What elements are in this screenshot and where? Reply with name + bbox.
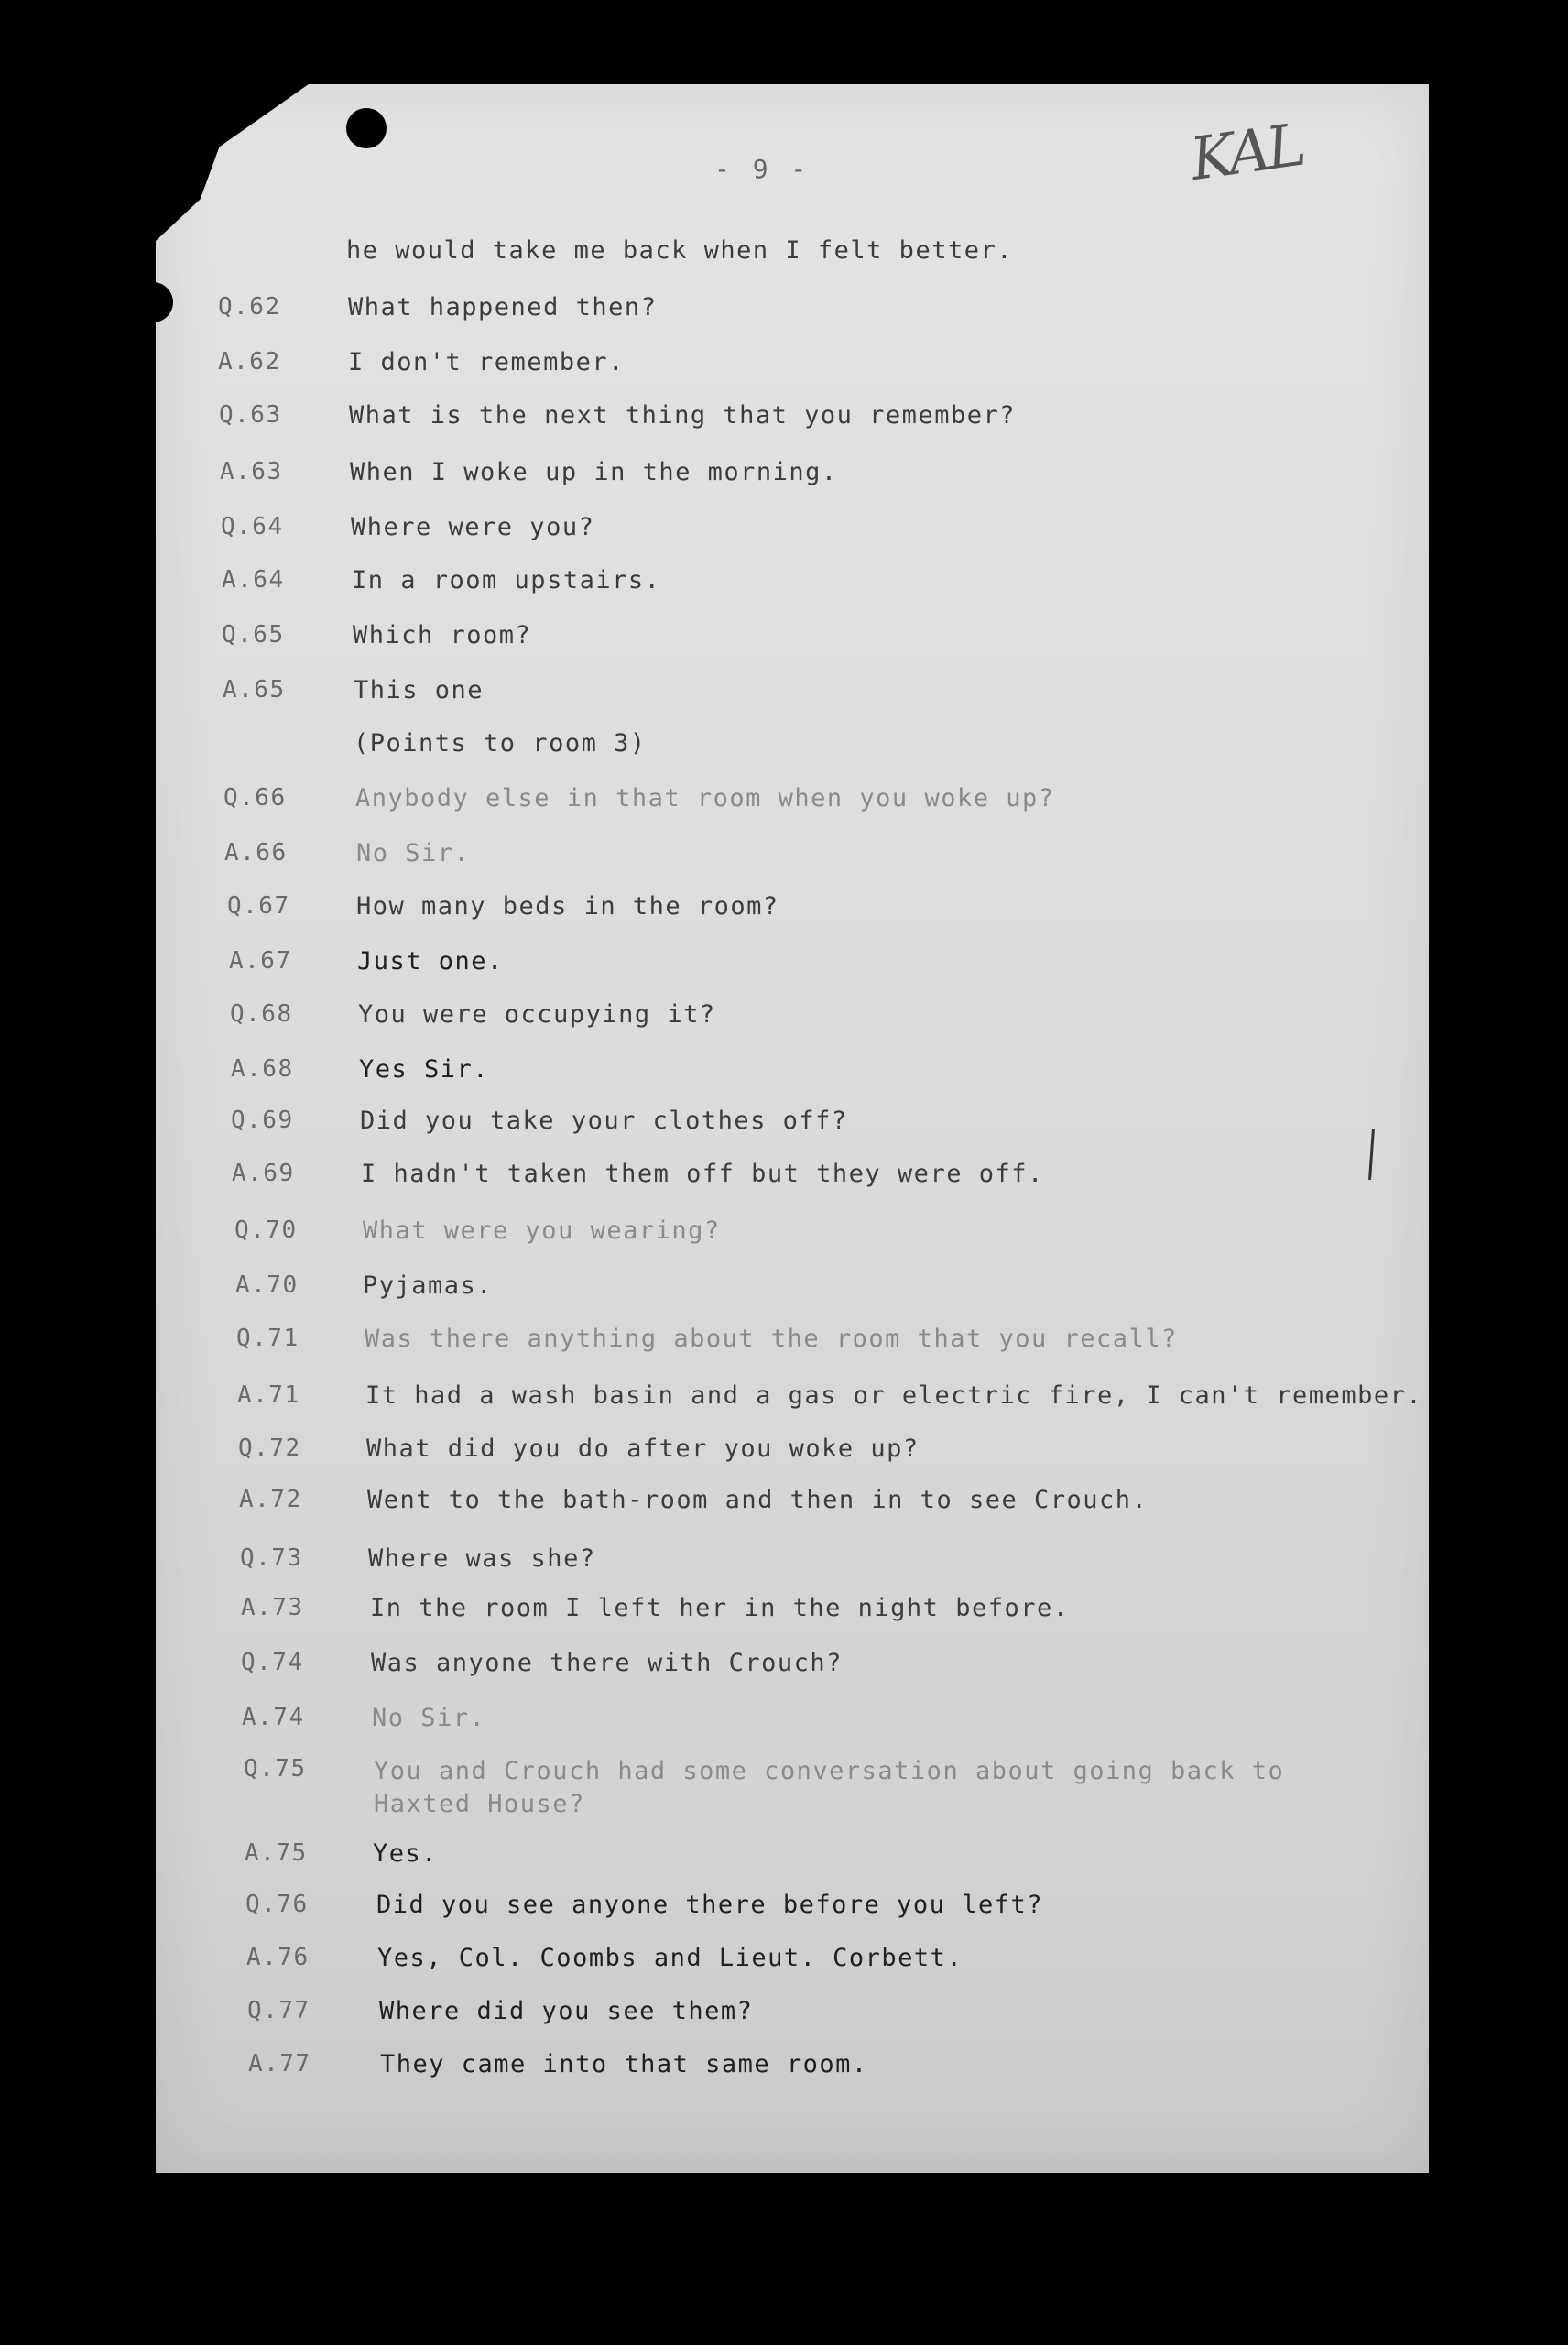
line-label: Q.67 xyxy=(227,892,290,920)
page-number: - 9 - xyxy=(714,154,811,184)
line-text: What is the next thing that you remember? xyxy=(349,401,1016,430)
handwritten-initials: KAL xyxy=(1186,111,1307,195)
line-label: A.65 xyxy=(223,676,286,704)
line-label: Q.76 xyxy=(245,1891,309,1918)
line-text: No Sir. xyxy=(356,839,471,867)
line-text: When I woke up in the morning. xyxy=(350,458,838,486)
line-label: A.71 xyxy=(237,1381,300,1409)
line-text: This one xyxy=(354,676,485,704)
line-label: A.76 xyxy=(246,1944,310,1971)
line-label: A.72 xyxy=(239,1486,302,1513)
line-text: Was there anything about the room that you recall? xyxy=(365,1325,1178,1353)
line-text: Which room? xyxy=(353,621,532,649)
line-label: A.68 xyxy=(231,1055,294,1083)
line-text: he would take me back when I felt better. xyxy=(346,236,1013,265)
line-label: Q.75 xyxy=(244,1755,307,1783)
line-text: Yes, Col. Coombs and Lieut. Corbett. xyxy=(377,1944,964,1972)
line-label: A.62 xyxy=(218,348,281,376)
line-label: Q.72 xyxy=(238,1434,301,1462)
line-label: A.75 xyxy=(245,1839,308,1867)
line-text: Where were you? xyxy=(351,513,595,541)
line-label: Q.62 xyxy=(218,293,281,321)
line-text: In the room I left her in the night before. xyxy=(370,1594,1070,1622)
punch-hole xyxy=(133,282,173,322)
line-text: Just one. xyxy=(357,947,504,976)
line-text: Went to the bath-room and then in to see Crouch. xyxy=(367,1486,1149,1514)
line-label: A.63 xyxy=(220,458,283,485)
line-text: Yes. xyxy=(373,1839,439,1868)
line-label: Q.77 xyxy=(247,1997,310,2024)
line-text: What were you wearing? xyxy=(363,1216,721,1245)
line-text: What did you do after you woke up? xyxy=(366,1434,920,1463)
line-text: I hadn't taken them off but they were off. xyxy=(361,1160,1044,1188)
line-text: They came into that same room. xyxy=(380,2050,868,2078)
line-label: A.64 xyxy=(222,566,285,594)
line-label: A.74 xyxy=(242,1704,305,1731)
line-text: What happened then? xyxy=(348,293,658,322)
line-text: How many beds in the room? xyxy=(356,892,779,921)
line-label: Q.64 xyxy=(221,513,284,540)
line-label: A.73 xyxy=(241,1594,304,1621)
line-text: Where was she? xyxy=(368,1544,596,1573)
line-label: Q.71 xyxy=(236,1325,299,1352)
line-label: A.70 xyxy=(235,1271,299,1299)
line-text: Was anyone there with Crouch? xyxy=(371,1649,843,1677)
line-text: Yes Sir. xyxy=(359,1055,490,1084)
line-text: In a room upstairs. xyxy=(352,566,661,594)
line-text: You were occupying it? xyxy=(358,1000,716,1029)
line-text: Pyjamas. xyxy=(363,1271,494,1300)
line-label: A.66 xyxy=(224,839,288,867)
line-text: I don't remember. xyxy=(348,348,625,376)
line-text: Where did you see them? xyxy=(379,1997,754,2025)
line-text: It had a wash basin and a gas or electric fire, I can't remember. xyxy=(365,1381,1423,1410)
line-label: Q.65 xyxy=(222,621,285,649)
line-label: Q.63 xyxy=(219,401,282,429)
line-label: A.69 xyxy=(232,1160,295,1187)
line-label: A.67 xyxy=(229,947,292,975)
line-text: Did you see anyone there before you left? xyxy=(376,1891,1043,1919)
line-label: Q.68 xyxy=(230,1000,293,1028)
line-text: You and Crouch had some conversation about going back to Haxted House? xyxy=(374,1757,1285,1818)
line-text: Did you take your clothes off? xyxy=(360,1107,848,1135)
line-text: No Sir. xyxy=(372,1704,486,1732)
line-text: Anybody else in that room when you woke up? xyxy=(355,784,1055,813)
line-label: Q.69 xyxy=(231,1107,294,1134)
line-label: Q.74 xyxy=(241,1649,304,1676)
line-label: A.77 xyxy=(248,2050,311,2078)
line-text: (Points to room 3) xyxy=(354,729,647,758)
punch-hole xyxy=(346,108,387,148)
line-label: Q.70 xyxy=(234,1216,298,1244)
line-label: Q.73 xyxy=(240,1544,303,1572)
line-label: Q.66 xyxy=(223,784,287,812)
